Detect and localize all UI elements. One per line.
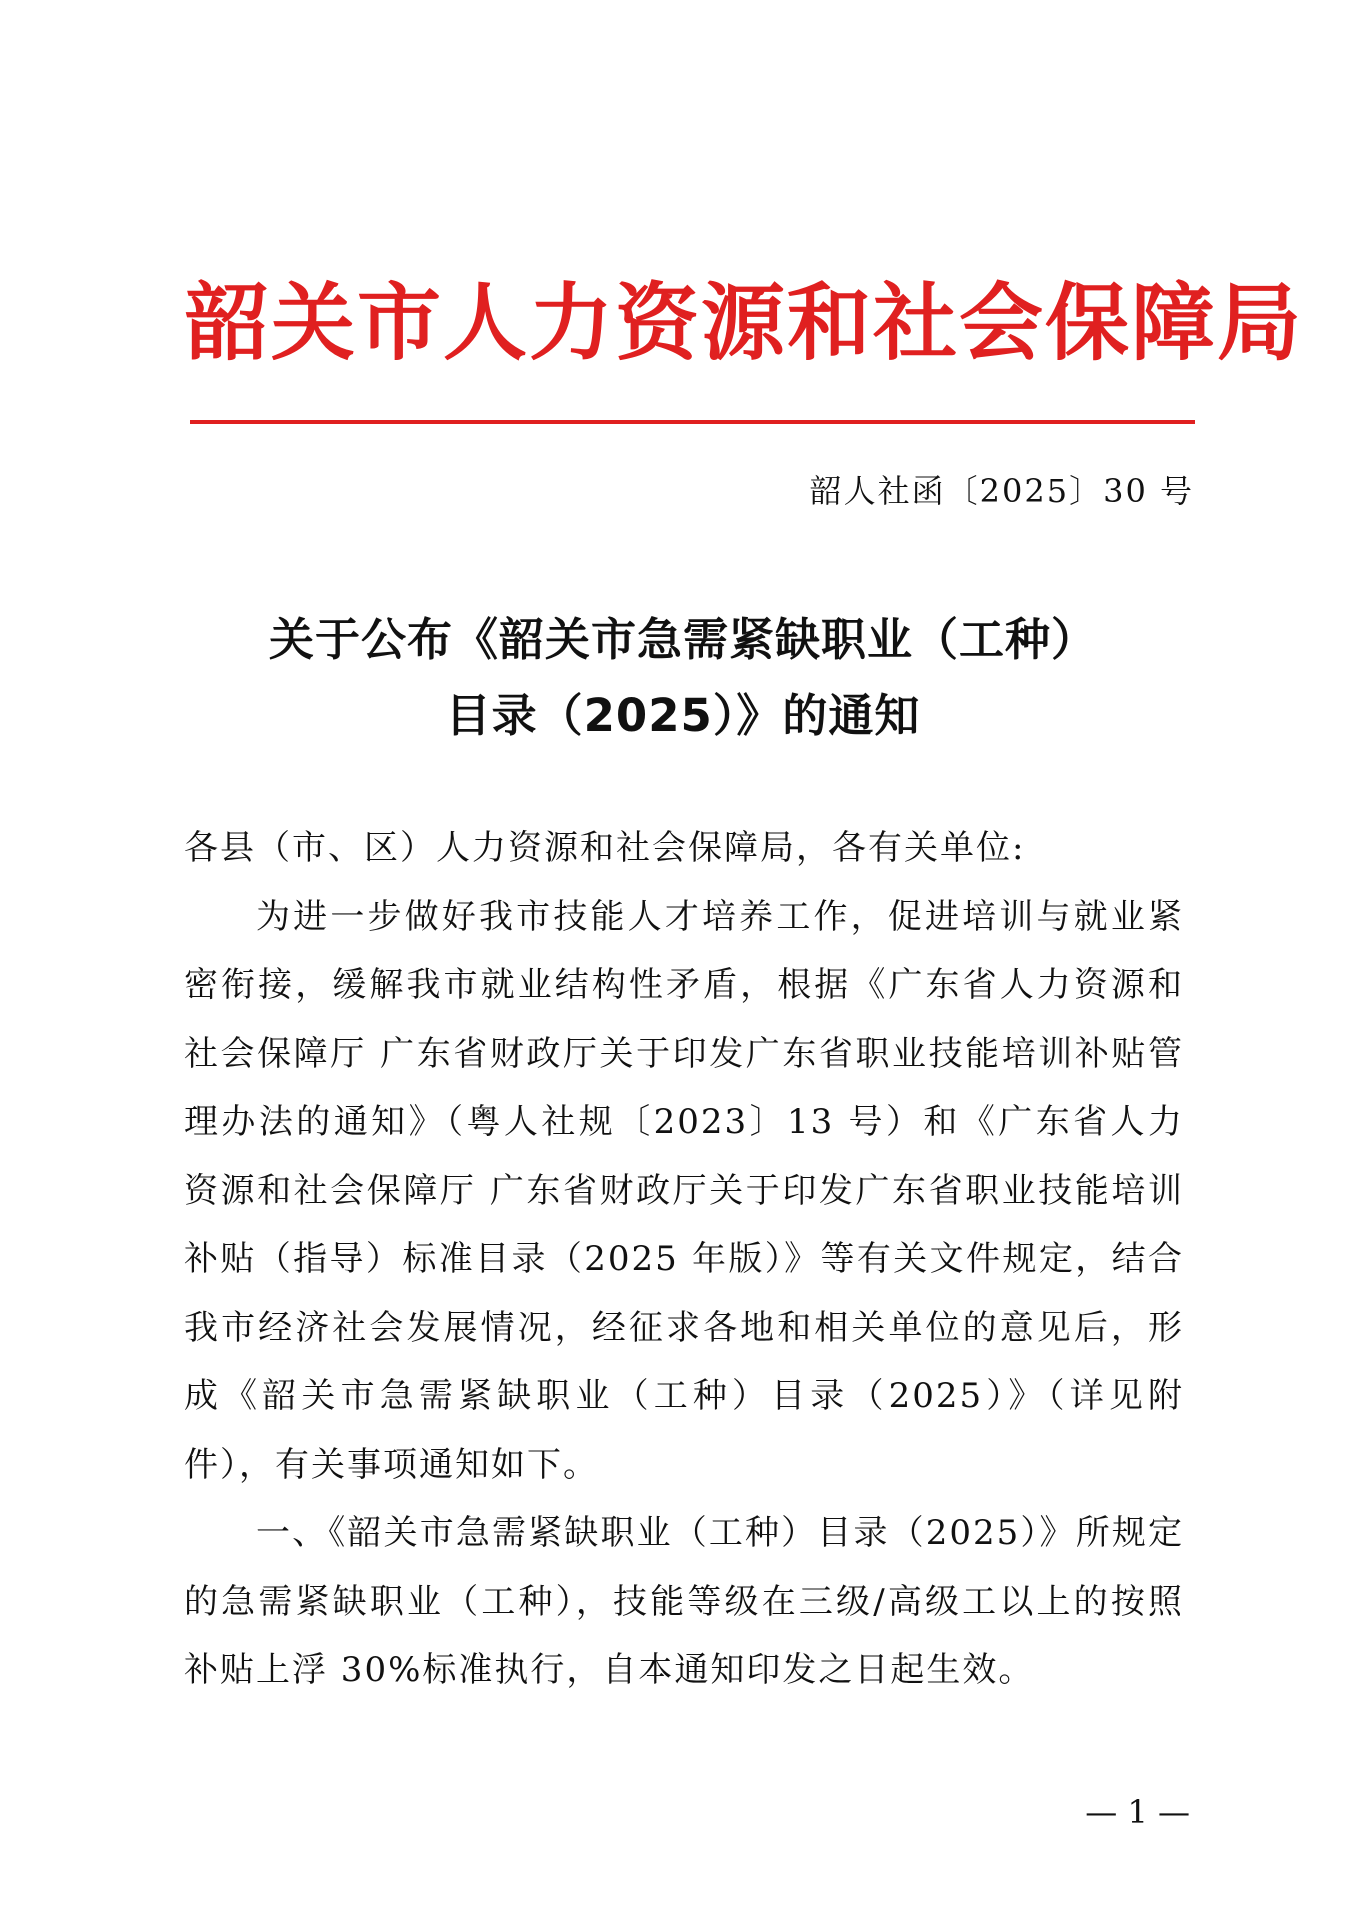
page-number: — 1 —: [1085, 1793, 1190, 1831]
document-title: [183, 602, 1183, 754]
title-line-1: 关于公布《韶关市急需紧缺职业（工种）: [268, 613, 1097, 666]
title-line-2: 目录（2025）》的通知: [445, 689, 921, 742]
salutation: 各县（市、区）人力资源和社会保障局，各有关单位:: [184, 828, 1026, 868]
document-body: [184, 814, 1184, 1705]
body-paragraph: 一、《韶关市急需紧缺职业（工种）目录（2025）》所规定的急需紧缺职业（工种），技能等级在三级/高级工以上的按照补贴上浮 30%标准执行，自本通知印发之日起生效。: [184, 1513, 1184, 1690]
issuing-org-header: 韶关市人力资源和社会保障局: [185, 274, 1304, 372]
document-number: 韶人社函〔2025〕30 号: [809, 472, 1194, 510]
body-paragraph: 为进一步做好我市技能人才培养工作，促进培训与就业紧密衔接，缓解我市就业结构性矛盾，根据《广东省人力资源和社会保障厅 广东省财政厅关于印发广东省职业技能培训补贴管理办法的通知》（粤人社规〔2023〕13 号）和《广东省人力资源和社会保障厅 广东省财政厅关于印发广东省职业技能培训补贴（指导）标准目录（2025 年版）》等有关文件规定，结合我市经济社会发展情况，经征求各地和相关单位的意见后，形成《韶关市急需紧缺职业（工种）目录（2025）》（详见附件），有关事项通知如下。: [184, 896, 1184, 1485]
header-red-rule: [190, 420, 1195, 424]
